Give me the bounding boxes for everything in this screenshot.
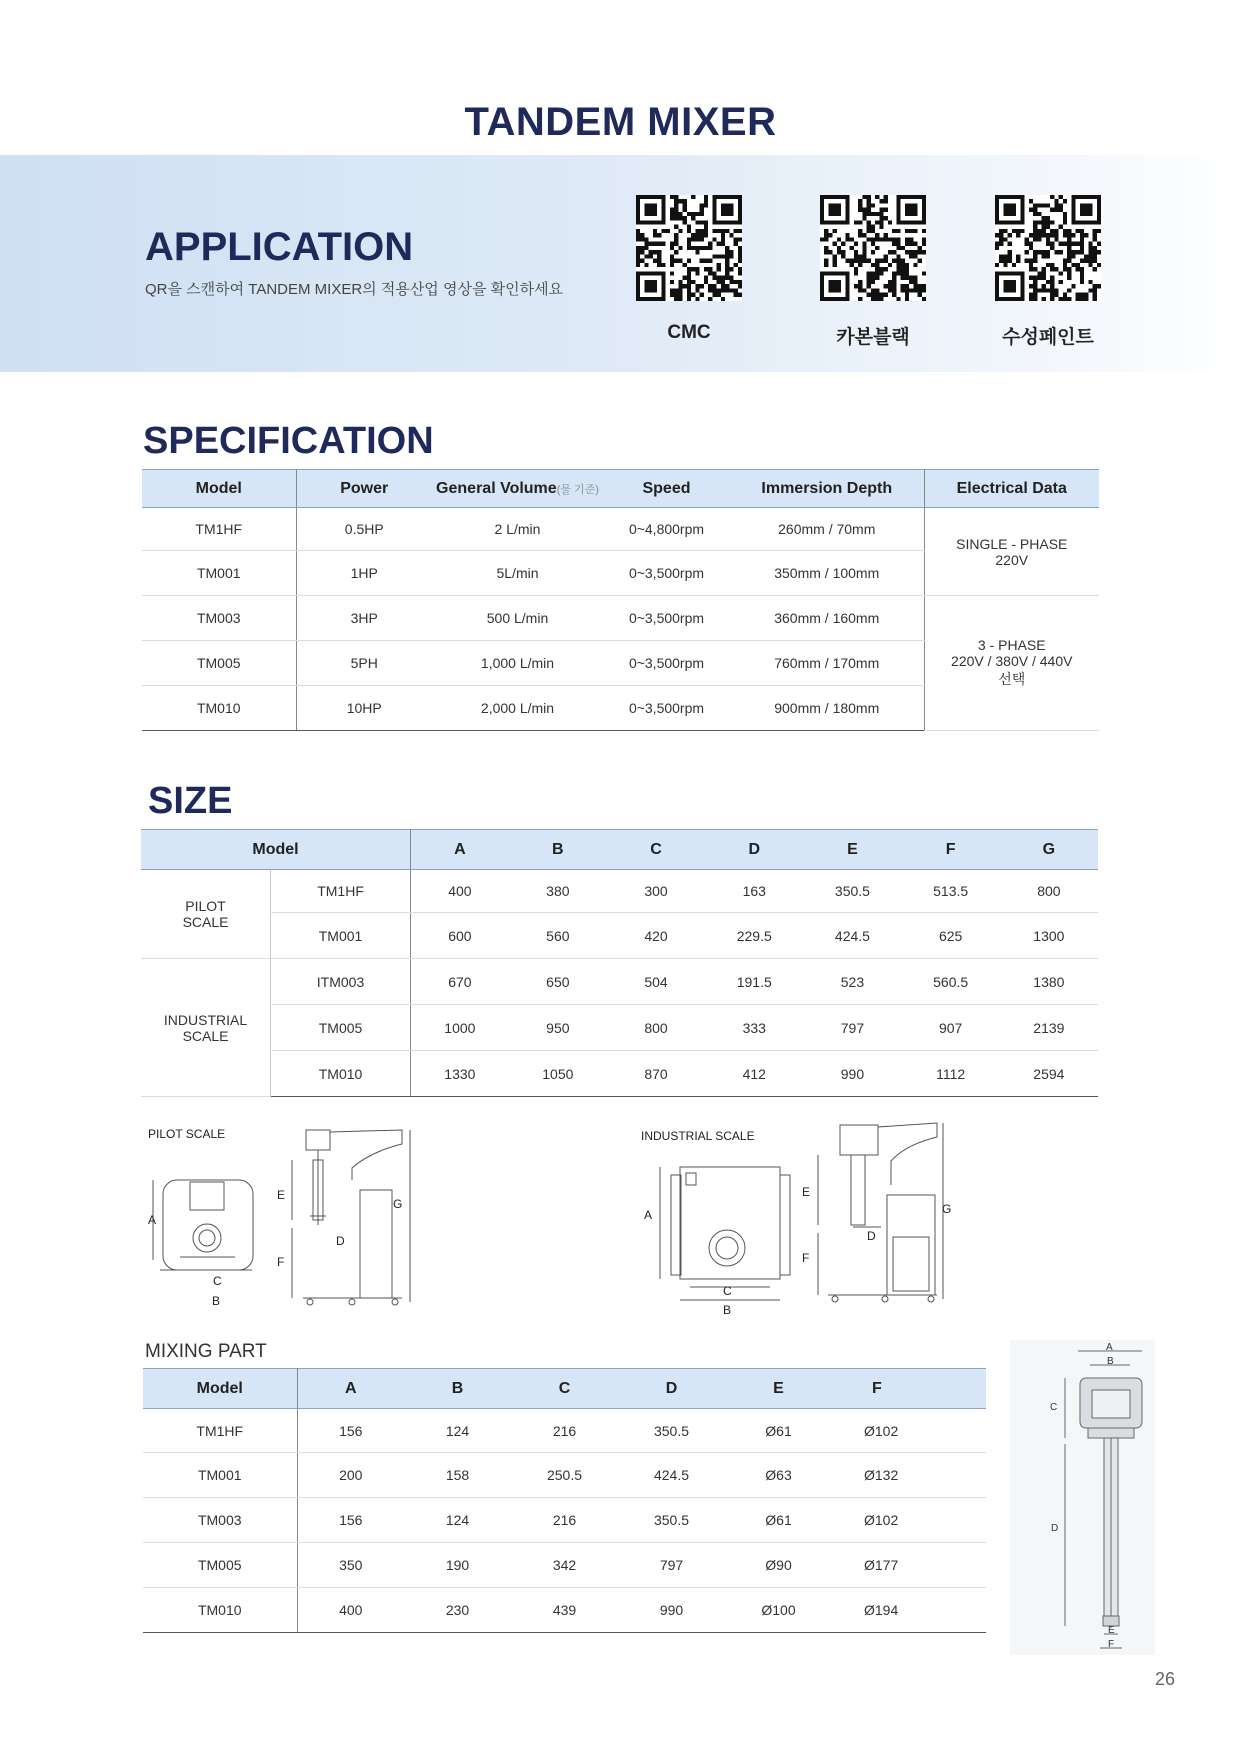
- table-row: [141, 870, 1098, 913]
- cell-g: 2594: [1000, 1051, 1098, 1097]
- cell-a: 1330: [411, 1051, 509, 1097]
- cell-volume: 1,000 L/min: [432, 641, 603, 686]
- cell-d: 990: [618, 1588, 725, 1633]
- electrical-line: 220V / 380V / 440V: [951, 653, 1073, 669]
- cell-d: 350.5: [618, 1409, 725, 1453]
- pilot-wheel: [307, 1299, 313, 1305]
- dim-letter: E: [277, 1188, 286, 1202]
- qr-code-cmc[interactable]: [636, 195, 742, 301]
- industrial-scale-drawing: [635, 1115, 965, 1315]
- cell-b: 380: [509, 870, 607, 913]
- cell-a: 600: [411, 913, 509, 959]
- dim-letter: D: [1051, 1523, 1059, 1534]
- table-row: [143, 1453, 986, 1498]
- ind-side-tube: [851, 1155, 865, 1225]
- cell-d: 163: [705, 870, 803, 913]
- col-header-b: B: [404, 1369, 511, 1409]
- cell-c: 216: [511, 1498, 618, 1543]
- cell-speed: 0~3,500rpm: [603, 551, 730, 596]
- col-header-f: F: [902, 830, 1000, 870]
- col-header-a: A: [297, 1369, 404, 1409]
- dim-letter: E: [802, 1185, 811, 1199]
- cell-b: 950: [509, 1005, 607, 1051]
- qr-label-water-paint: 수성페인트: [1002, 327, 1094, 348]
- dim-letter: F: [277, 1255, 285, 1269]
- cell-e: 350.5: [803, 870, 901, 913]
- dim-letter: G: [942, 1202, 952, 1216]
- mixing-part-drawing: [1010, 1340, 1155, 1655]
- cell-model: TM1HF: [271, 870, 411, 913]
- cell-volume: 5L/min: [432, 551, 603, 596]
- col-header-power: Power: [296, 470, 432, 508]
- dim-letter: G: [393, 1197, 403, 1211]
- cell-model: TM010: [271, 1051, 411, 1097]
- pilot-wheel: [392, 1299, 398, 1305]
- col-header-speed: Speed: [603, 470, 730, 508]
- ind-top-panel: [686, 1173, 696, 1185]
- cell-e: 990: [803, 1051, 901, 1097]
- application-title: APPLICATION: [145, 225, 414, 269]
- cell-c: 250.5: [511, 1453, 618, 1498]
- electrical-line: 선택: [998, 671, 1026, 687]
- col-header-e: E: [803, 830, 901, 870]
- cell-depth: 900mm / 180mm: [730, 686, 924, 731]
- electrical-line: 220V: [995, 551, 1029, 568]
- cell-e: Ø63: [725, 1453, 832, 1498]
- dim-letter: E: [1108, 1625, 1115, 1636]
- cell-f: Ø132: [832, 1453, 986, 1498]
- pilot-side-arm: [330, 1130, 402, 1180]
- cell-model: TM010: [142, 686, 296, 731]
- volume-note: (물 기준): [556, 483, 599, 496]
- cell-f: 625: [902, 913, 1000, 959]
- cell-model: TM1HF: [143, 1409, 297, 1453]
- col-header-d: D: [618, 1369, 725, 1409]
- cell-model: TM001: [143, 1453, 297, 1498]
- cell-g: 1380: [1000, 959, 1098, 1005]
- dim-letter: F: [1108, 1639, 1115, 1650]
- dim-letter: B: [1107, 1356, 1114, 1367]
- col-header-volume: [432, 470, 603, 508]
- col-header-depth: Immersion Depth: [730, 470, 924, 508]
- ind-wheel: [882, 1296, 888, 1302]
- ind-top-rail-right: [780, 1175, 790, 1275]
- table-row: [141, 959, 1098, 1005]
- cell-f: 560.5: [902, 959, 1000, 1005]
- cell-depth: 260mm / 70mm: [730, 508, 924, 551]
- cell-d: 424.5: [618, 1453, 725, 1498]
- col-header-a: A: [411, 830, 509, 870]
- cell-volume: 2,000 L/min: [432, 686, 603, 731]
- cell-f: 907: [902, 1005, 1000, 1051]
- cell-e: 523: [803, 959, 901, 1005]
- col-header-e: E: [725, 1369, 832, 1409]
- dim-letter: C: [213, 1274, 222, 1288]
- cell-e: 424.5: [803, 913, 901, 959]
- ind-side-arm: [878, 1123, 937, 1185]
- ind-top-vessel: [709, 1230, 745, 1266]
- dim-letter: B: [212, 1294, 221, 1308]
- cell-model: ITM003: [271, 959, 411, 1005]
- ind-wheel: [832, 1296, 838, 1302]
- ind-side-cabinet: [893, 1237, 929, 1291]
- cell-f: 513.5: [902, 870, 1000, 913]
- cell-b: 560: [509, 913, 607, 959]
- pilot-top-motor: [190, 1182, 224, 1210]
- cell-power: 3HP: [296, 596, 432, 641]
- table-row: [142, 596, 1099, 641]
- mixing-motor-window: [1092, 1390, 1130, 1418]
- cell-model: TM1HF: [142, 508, 296, 551]
- cell-c: 300: [607, 870, 705, 913]
- cell-b: 230: [404, 1588, 511, 1633]
- cell-f: Ø177: [832, 1543, 986, 1588]
- cell-d: 333: [705, 1005, 803, 1051]
- electrical-line: 3 - PHASE: [977, 637, 1046, 653]
- cell-b: 1050: [509, 1051, 607, 1097]
- group-label: SCALE: [182, 914, 229, 930]
- cell-e: Ø100: [725, 1588, 832, 1633]
- pilot-wheel: [349, 1299, 355, 1305]
- group-pilot-scale: [141, 870, 271, 959]
- mixing-flange: [1088, 1428, 1134, 1438]
- cell-f: Ø194: [832, 1588, 986, 1633]
- col-header-g: G: [1000, 830, 1098, 870]
- col-header-c: C: [607, 830, 705, 870]
- table-row: [142, 508, 1099, 551]
- electrical-line: SINGLE - PHASE: [956, 535, 1068, 552]
- table-row: [141, 1051, 1098, 1097]
- specification-title: SPECIFICATION: [143, 420, 434, 462]
- pilot-scale-label: PILOT SCALE: [148, 1127, 226, 1141]
- cell-c: 870: [607, 1051, 705, 1097]
- cell-model: TM003: [143, 1498, 297, 1543]
- mixing-part-table: [143, 1368, 986, 1633]
- cell-f: Ø102: [832, 1409, 986, 1453]
- cell-a: 1000: [411, 1005, 509, 1051]
- ind-wheel: [928, 1296, 934, 1302]
- cell-a: 400: [411, 870, 509, 913]
- cell-power: 10HP: [296, 686, 432, 731]
- pilot-side-column: [360, 1190, 392, 1298]
- pilot-top-vessel: [193, 1224, 221, 1252]
- col-header-f: F: [832, 1369, 986, 1409]
- cell-g: 1300: [1000, 913, 1098, 959]
- cell-model: TM001: [271, 913, 411, 959]
- ind-side-motor: [840, 1125, 878, 1155]
- industrial-scale-label: INDUSTRIAL SCALE: [641, 1129, 755, 1143]
- ind-side-column: [887, 1195, 935, 1295]
- qr-label-carbon-black: 카본블랙: [836, 327, 910, 348]
- cell-c: 800: [607, 1005, 705, 1051]
- dim-letter: B: [723, 1303, 732, 1315]
- qr-code-icon: [995, 195, 1101, 301]
- cell-volume: 500 L/min: [432, 596, 603, 641]
- cell-g: 800: [1000, 870, 1098, 913]
- table-row: [143, 1543, 986, 1588]
- cell-model: TM010: [143, 1588, 297, 1633]
- ind-top-vessel-inner: [716, 1237, 738, 1259]
- page-number: 26: [1155, 1669, 1176, 1689]
- cell-model: TM005: [271, 1005, 411, 1051]
- cell-e: Ø61: [725, 1409, 832, 1453]
- group-label: PILOT: [185, 898, 226, 914]
- cell-model: TM001: [142, 551, 296, 596]
- qr-label-cmc: CMC: [667, 322, 711, 343]
- cell-a: 350: [297, 1543, 404, 1588]
- cell-b: 190: [404, 1543, 511, 1588]
- col-header-d: D: [705, 830, 803, 870]
- cell-c: 342: [511, 1543, 618, 1588]
- pilot-top-vessel-inner: [199, 1230, 215, 1246]
- qr-code-icon: [820, 195, 926, 301]
- cell-power: 5PH: [296, 641, 432, 686]
- cell-b: 158: [404, 1453, 511, 1498]
- cell-c: 216: [511, 1409, 618, 1453]
- group-label: SCALE: [182, 1027, 229, 1044]
- ind-top-housing: [680, 1167, 780, 1279]
- dim-letter: D: [336, 1234, 345, 1248]
- cell-a: 156: [297, 1498, 404, 1543]
- dim-letter: A: [148, 1213, 157, 1227]
- cell-d: 797: [618, 1543, 725, 1588]
- cell-g: 2139: [1000, 1005, 1098, 1051]
- cell-c: 439: [511, 1588, 618, 1633]
- cell-power: 0.5HP: [296, 508, 432, 551]
- cell-model: TM005: [143, 1543, 297, 1588]
- cell-f: 1112: [902, 1051, 1000, 1097]
- qr-code-water-paint[interactable]: [995, 195, 1101, 301]
- pilot-side-motor: [306, 1130, 330, 1150]
- cell-d: 350.5: [618, 1498, 725, 1543]
- cell-e: Ø90: [725, 1543, 832, 1588]
- cell-depth: 350mm / 100mm: [730, 551, 924, 596]
- application-subtitle: QR을 스캔하여 TANDEM MIXER의 적용산업 영상을 확인하세요: [145, 281, 564, 298]
- dim-letter: F: [802, 1251, 810, 1265]
- volume-label: General Volume: [436, 479, 557, 497]
- specification-table: [142, 469, 1099, 731]
- dim-letter: D: [867, 1229, 876, 1243]
- dim-letter: A: [644, 1208, 653, 1222]
- group-label: INDUSTRIAL: [163, 1011, 248, 1028]
- dim-letter: A: [1106, 1342, 1113, 1353]
- cell-a: 156: [297, 1409, 404, 1453]
- cell-speed: 0~3,500rpm: [603, 596, 730, 641]
- table-row: [143, 1498, 986, 1543]
- cell-electrical-single: [924, 508, 1099, 596]
- col-header-model: Model: [143, 1369, 297, 1409]
- table-row: [141, 913, 1098, 959]
- cell-e: Ø61: [725, 1498, 832, 1543]
- cell-c: 504: [607, 959, 705, 1005]
- cell-b: 124: [404, 1498, 511, 1543]
- cell-b: 124: [404, 1409, 511, 1453]
- cell-d: 229.5: [705, 913, 803, 959]
- col-header-electrical: Electrical Data: [924, 470, 1099, 508]
- cell-model: TM005: [142, 641, 296, 686]
- cell-volume: 2 L/min: [432, 508, 603, 551]
- cell-depth: 760mm / 170mm: [730, 641, 924, 686]
- cell-speed: 0~3,500rpm: [603, 686, 730, 731]
- cell-speed: 0~3,500rpm: [603, 641, 730, 686]
- qr-code-carbon-black[interactable]: [820, 195, 926, 301]
- cell-a: 400: [297, 1588, 404, 1633]
- col-header-c: C: [511, 1369, 618, 1409]
- cell-a: 670: [411, 959, 509, 1005]
- cell-a: 200: [297, 1453, 404, 1498]
- table-row: [141, 1005, 1098, 1051]
- cell-power: 1HP: [296, 551, 432, 596]
- table-row: [143, 1409, 986, 1453]
- qr-code-icon: [636, 195, 742, 301]
- cell-depth: 360mm / 160mm: [730, 596, 924, 641]
- cell-speed: 0~4,800rpm: [603, 508, 730, 551]
- pilot-scale-drawing: [140, 1120, 440, 1310]
- dim-letter: C: [723, 1284, 732, 1298]
- table-row: [143, 1588, 986, 1633]
- col-header-model: Model: [142, 470, 296, 508]
- cell-electrical-three: [924, 596, 1099, 731]
- cell-model: TM003: [142, 596, 296, 641]
- col-header-model: Model: [141, 830, 411, 870]
- size-title: SIZE: [148, 780, 233, 822]
- cell-c: 420: [607, 913, 705, 959]
- page-title: TANDEM MIXER: [464, 100, 777, 144]
- cell-d: 412: [705, 1051, 803, 1097]
- group-industrial-scale: [141, 959, 271, 1097]
- cell-d: 191.5: [705, 959, 803, 1005]
- size-table: [141, 829, 1098, 1097]
- col-header-b: B: [509, 830, 607, 870]
- cell-f: Ø102: [832, 1498, 986, 1543]
- mixing-part-title: MIXING PART: [145, 1341, 267, 1362]
- dim-letter: C: [1050, 1402, 1058, 1413]
- cell-e: 797: [803, 1005, 901, 1051]
- cell-b: 650: [509, 959, 607, 1005]
